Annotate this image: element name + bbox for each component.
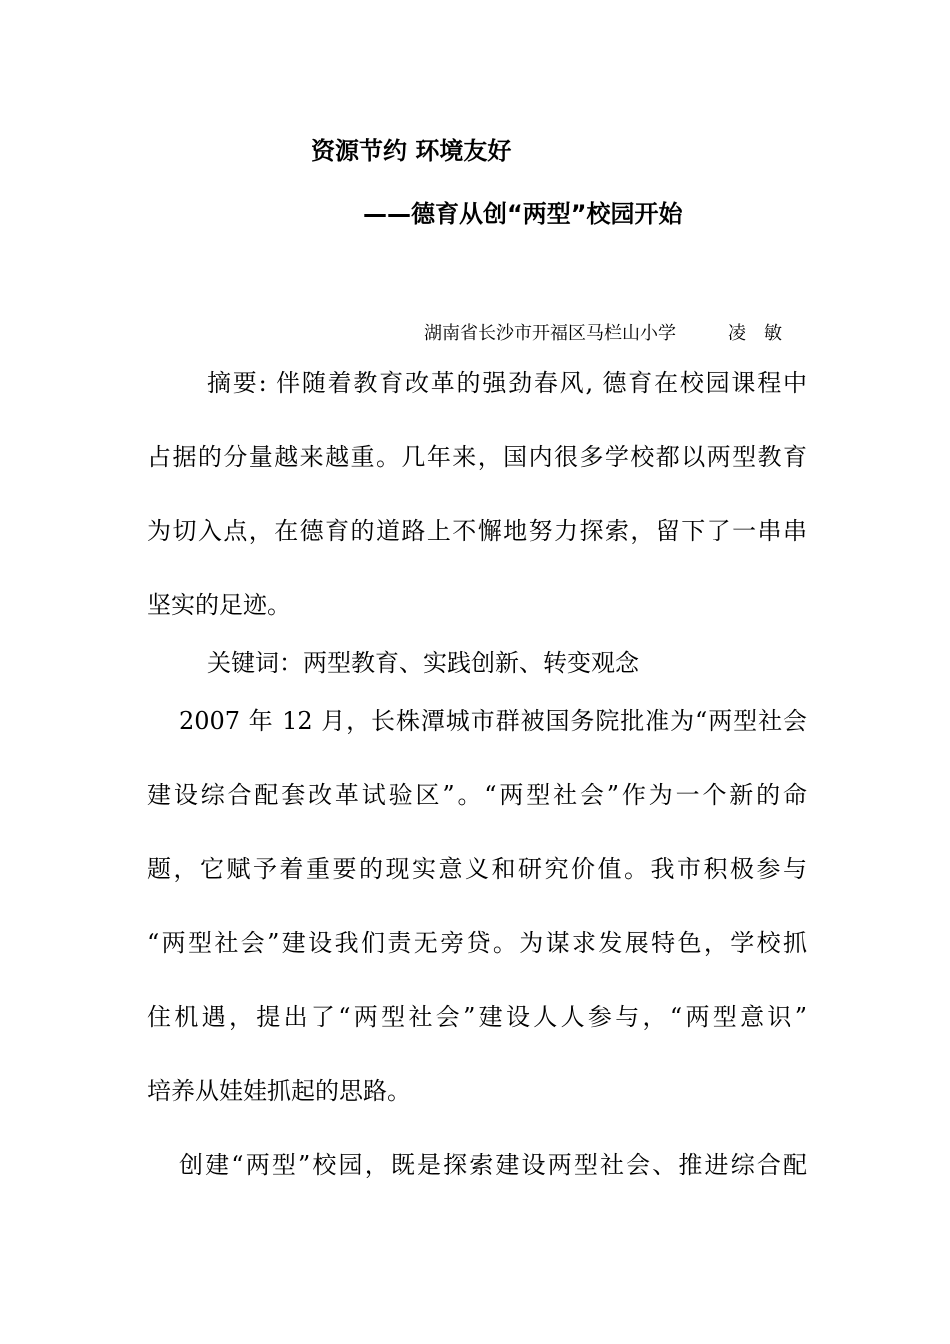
abstract-line: 坚实的足迹。 [147, 591, 291, 619]
abstract-line: 摘要: 伴随着教育改革的强劲春风, 德育在校园课程中 [207, 369, 807, 397]
paragraph-line: “两型社会”建设我们责无旁贷。为谋求发展特色，学校抓 [147, 929, 807, 957]
abstract [147, 360, 807, 640]
author-affiliation: 湖南省长沙市开福区马栏山小学 [424, 323, 676, 344]
paragraph-2 [147, 1142, 807, 1216]
paragraph-line: 建设综合配套改革试验区”。“两型社会”作为一个新的命 [147, 781, 807, 809]
paragraph-line: 题，它赋予着重要的现实意义和研究价值。我市积极参与 [147, 855, 807, 883]
abstract-line: 为切入点，在德育的道路上不懈地努力探索，留下了一串串 [147, 517, 807, 545]
paragraph-line: 培养从娃娃抓起的思路。 [147, 1077, 411, 1105]
paragraph-line: 住机遇，提出了“两型社会”建设人人参与，“两型意识” [147, 1003, 807, 1031]
document-title: 资源节约 环境友好 [311, 137, 512, 165]
paragraph-1 [147, 698, 807, 1142]
document-subtitle: ——德育从创“两型”校园开始 [363, 200, 683, 228]
abstract-line: 占据的分量越来越重。几年来，国内很多学校都以两型教育 [147, 443, 807, 471]
paragraph-line: 2007 年 12 月，长株潭城市群被国务院批准为“两型社会 [179, 707, 807, 735]
author-line [424, 322, 782, 346]
document-body [147, 360, 807, 1216]
paragraph-line: 创建“两型”校园，既是探索建设两型社会、推进综合配 [179, 1151, 807, 1179]
keywords: 关键词：两型教育、实践创新、转变观念 [207, 649, 639, 677]
author-name: 凌 敏 [728, 323, 782, 344]
